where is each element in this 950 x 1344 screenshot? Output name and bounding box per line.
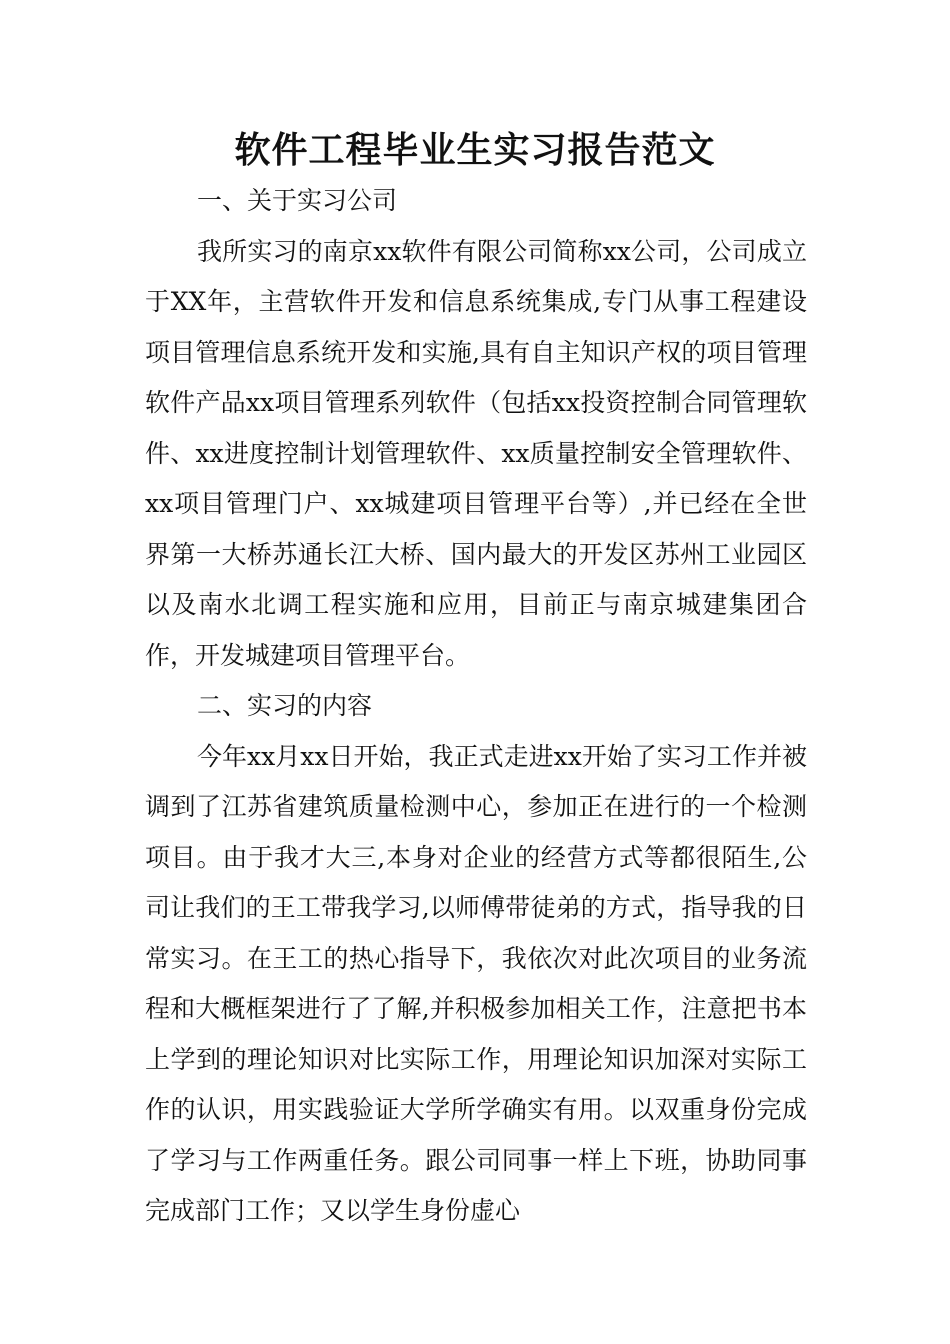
section-heading-company: 一、关于实习公司: [197, 186, 398, 215]
section-heading-content: 二、实习的内容: [197, 691, 373, 720]
document-body: [145, 176, 807, 1237]
document-title: 软件工程毕业生实习报告范文: [234, 130, 716, 171]
paragraph-company: 我所实习的南京xx软件有限公司简称xx公司，公司成立于XX年，主营软件开发和信息系统集成,专门从事工程建设项目管理信息系统开发和实施,具有自主知识产权的项目管理软件产品xx项目管理系列软件（包括xx投资控制合同管理软件、xx进度控制计划管理软件、xx质量控制安全管理软件、xx项目管理门户、xx城建项目管理平台等）,并已经在全世界第一大桥苏通长江大桥、国内最大的开发区苏州工业园区以及南水北调工程实施和应用，目前正与南京城建集团合作，开发城建项目管理平台。: [145, 236, 807, 670]
paragraph-content: 今年xx月xx日开始，我正式走进xx开始了实习工作并被调到了江苏省建筑质量检测中心，参加正在进行的一个检测项目。由于我才大三,本身对企业的经营方式等都很陌生,公司让我们的王工带我学习,以师傅带徒弟的方式，指导我的日常实习。在王工的热心指导下，我依次对此次项目的业务流程和大概框架进行了了解,并积极参加相关工作，注意把书本上学到的理论知识对比实际工作，用理论知识加深对实际工作的认识，用实践验证大学所学确实有用。以双重身份完成了学习与工作两重任务。跟公司同事一样上下班，协助同事完成部门工作；又以学生身份虚心: [145, 741, 807, 1225]
